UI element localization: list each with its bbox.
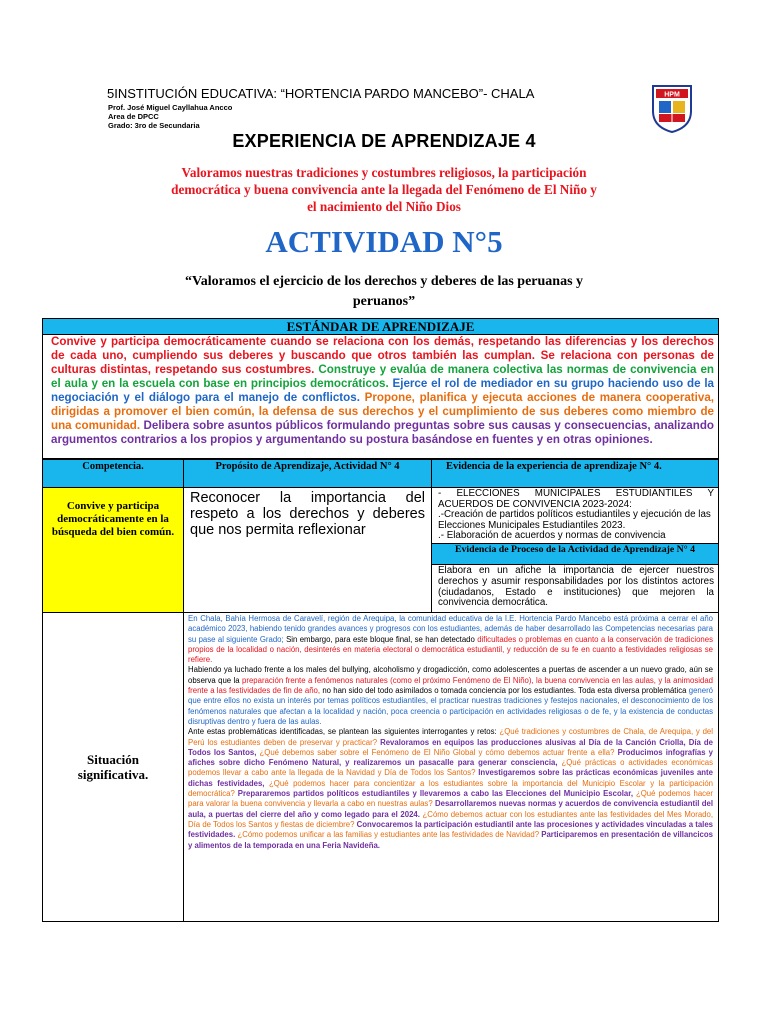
subtitle-line: el nacimiento del Niño Dios — [307, 199, 461, 214]
situacion-text: En Chala, Bahía Hermosa de Caravelí, región de Arequipa, la comunidad educativa de la I.E. Hortencia Pardo Mancebo está próxima a cerrar el año académico 2023, habiendo tenido grandes avances y progresos con los estudiantes, además de haber desarrollado las Competencias necesarias para su pase al siguiente Grado; — [188, 614, 713, 644]
response-text: Convocaremos la participación estudiantil ante las procesiones y actividades vinculadas a tales festividades. — [188, 819, 713, 840]
situacion-text: dificultades o problemas en cuanto a la conservación de tradiciones propios de la localidad o nación, desinterés en materia electoral o democrática estudiantil, y reducción de su fe en cuanto a festividades religiosas se refiere. — [188, 634, 713, 665]
response-text: Prepararemos partidos políticos estudiantiles y llevaremos a cabo las Elecciones del Municipio Escolar, — [237, 789, 634, 799]
competencia-cell: Convive y participa democráticamente en la búsqueda del bien común. — [42, 487, 184, 613]
evidencia-item: - ELECCIONES MUNICIPALES ESTUDIANTILES Y ACUERDOS DE CONVIVENCIA 2023-2024: — [438, 488, 714, 510]
competencia-header: Competencia. — [42, 459, 184, 488]
proposito-header: Propósito de Aprendizaje, Actividad N° 4 — [183, 459, 432, 488]
teacher-name: Prof. José Miguel Cayllahua Ancco — [108, 103, 233, 112]
situacion-text: Sin embargo, para este bloque final, se han detectado — [286, 634, 475, 644]
standard-segment: Ejerce el rol de mediador en su grupo haciendo uso de la negociación y el diálogo para el manejo de conflictos. — [51, 377, 714, 404]
question-text: ¿Cómo podemos unificar a las familias y estudiantes ante las festividades de Navidad? — [237, 830, 540, 840]
quote-line: “Valoramos el ejercicio de los derechos y deberes de las peruanas y — [184, 274, 584, 289]
response-text: Participaremos en presentación de villancicos y alimentos de la temporada en una Feria Navideña. — [188, 830, 713, 850]
evidencia-item: .- Elaboración de acuerdos y normas de convivencia — [438, 530, 666, 541]
response-text: Investigaremos sobre las prácticas económicas juveniles ante dichas festividades, — [188, 768, 713, 788]
evidencia-cell — [431, 487, 719, 544]
activity-title: ACTIVIDAD N°5 — [265, 224, 503, 259]
standard-segment: Convive y participa democráticamente cuando se relaciona con los demás, respetando las diferencias y los derechos de cada uno, cumpliendo sus deberes y buscando que otros también las cumplan. Se relaciona con personas de culturas distintas, respetando sus costumbres. — [51, 335, 714, 376]
subtitle-line: democrática y buena convivencia ante la llegada del Fenómeno de El Niño y — [171, 182, 597, 197]
grade-label: Grado: 3ro de Secundaria — [108, 121, 200, 130]
experience-title: EXPERIENCIA DE APRENDIZAJE 4 — [232, 131, 536, 151]
situacion-label-cell — [42, 612, 184, 922]
question-text: ¿Qué podemos hacer para valorar la buena convivencia y llevarla a cabo en nuestras aulas? — [188, 789, 713, 809]
question-text: ¿Qué debemos saber sobre el Fenómeno de El Niño Global y cómo debemos actuar frente a ella? — [259, 747, 615, 757]
response-text: Revaloramos en equipos las producciones alusivas al Día de la Canción Criolla, Día de Todos los Santos, — [188, 737, 713, 757]
proceso-header: Evidencia de Proceso de la Actividad de Aprendizaje N° 4 — [431, 543, 719, 565]
proceso-cell: Elabora en un afiche la importancia de ejercer nuestros derechos y asumir responsabilidades por los distintos actores (ciudadanos, Estado e instituciones) que mejoren la convivencia democrática. — [431, 564, 719, 613]
school-crest-icon — [651, 83, 693, 133]
standard-segment: Delibera sobre asuntos públicos formulando preguntas sobre sus causas y consecuencias, analizando argumentos contrarios a los propios y argumentando su postura basándose en fuentes y en otras opiniones. — [51, 419, 714, 446]
question-text: ¿Qué prácticas o actividades económicas podemos llevar a cabo ante la llegada de la Navidad y Día de Todos los Santos? — [188, 758, 713, 778]
situacion-text: Ante estas problemáticas identificadas, se plantean las siguientes interrogantes y retos: — [188, 727, 497, 737]
activity-quote — [110, 272, 658, 312]
standard-segment: Propone, planifica y ejecuta acciones de manera cooperativa, dirigidas a promover el bien común, la defensa de sus derechos y el cumplimiento de sus deberes como miembro de una comunidad. — [51, 391, 714, 432]
standard-heading: ESTÁNDAR DE APRENDIZAJE — [42, 318, 719, 335]
subtitle-line: Valoramos nuestras tradiciones y costumbres religiosos, la participación — [181, 165, 587, 180]
situacion-cell — [183, 612, 719, 922]
response-text: Desarrollaremos nuevas normas y acuerdos de convivencia estudiantil del aula, a puertas del cierre del año y como legado para el 2024. — [188, 799, 713, 819]
question-text: ¿Qué podemos hacer para concientizar a los estudiantes sobre la importancia del Municipio Escolar y la participación democrática? — [188, 778, 714, 799]
question-text: ¿Qué tradiciones y costumbres de Chala, de Arequipa, y del Perú los estudiantes deben de preservar y practicar? — [188, 727, 713, 747]
standard-segment: Construye y evalúa de manera colectiva las normas de convivencia en el aula y en la escuela con base en principios democráticos. — [51, 363, 714, 390]
crest-lettering: HPM — [664, 91, 680, 99]
situacion-text: generó que entre ellos no exista un interés por temas políticos estudiantiles, el practicar nuestras tradiciones y festejos nacionales, el desconocimiento de los fenómenos naturales que afectan a la localidad y nación, poca creencia o participación en actividades religiosas o de fe, y la existencia de conductas disruptivas dentro y fuera de las aulas. — [188, 686, 714, 726]
response-text: Producimos infografías y afiches sobre dicho Fenómeno Natural, y realizaremos un pasacalle para generar consciencia, — [188, 747, 713, 768]
experience-subtitle — [100, 164, 668, 215]
situacion-text: no han sido del todo asimilados o tomada conciencia por los estudiantes. Toda esta diversa problemática — [322, 686, 687, 696]
evidencia-item: .-Creación de partidos políticos estudiantiles y ejecución de las Elecciones Municipales Estudiantiles 2023. — [438, 509, 711, 531]
quote-line: peruanos” — [352, 294, 416, 309]
situacion-text: preparación frente a fenómenos naturales (como el próximo Fenómeno de El Niño), la buena convivencia en las aulas, y la animosidad frente a las festividades de fin de año, — [188, 675, 714, 696]
situacion-label: Situación significativa. — [77, 752, 149, 782]
area-label: Area de DPCC — [108, 112, 159, 121]
standard-body — [42, 334, 719, 459]
institution-title: 5INSTITUCIÓN EDUCATIVA: “HORTENCIA PARDO MANCEBO”- CHALA — [107, 86, 535, 101]
proposito-cell: Reconocer la importancia del respeto a los derechos y deberes que nos permita reflexionar — [183, 487, 432, 613]
evidencia-header: Evidencia de la experiencia de aprendizaje N° 4. — [431, 459, 719, 488]
situacion-text: Habiendo ya luchado frente a los males del bullying, alcoholismo y drogadicción, como adolescentes a puertas de ascender a un nuevo grado, aún se observa que la — [188, 665, 713, 685]
question-text: ¿Cómo debemos actuar con los estudiantes ante las festividades del Mes Morado, Día de Todos los Santos y fiestas de diciembre? — [188, 809, 713, 829]
